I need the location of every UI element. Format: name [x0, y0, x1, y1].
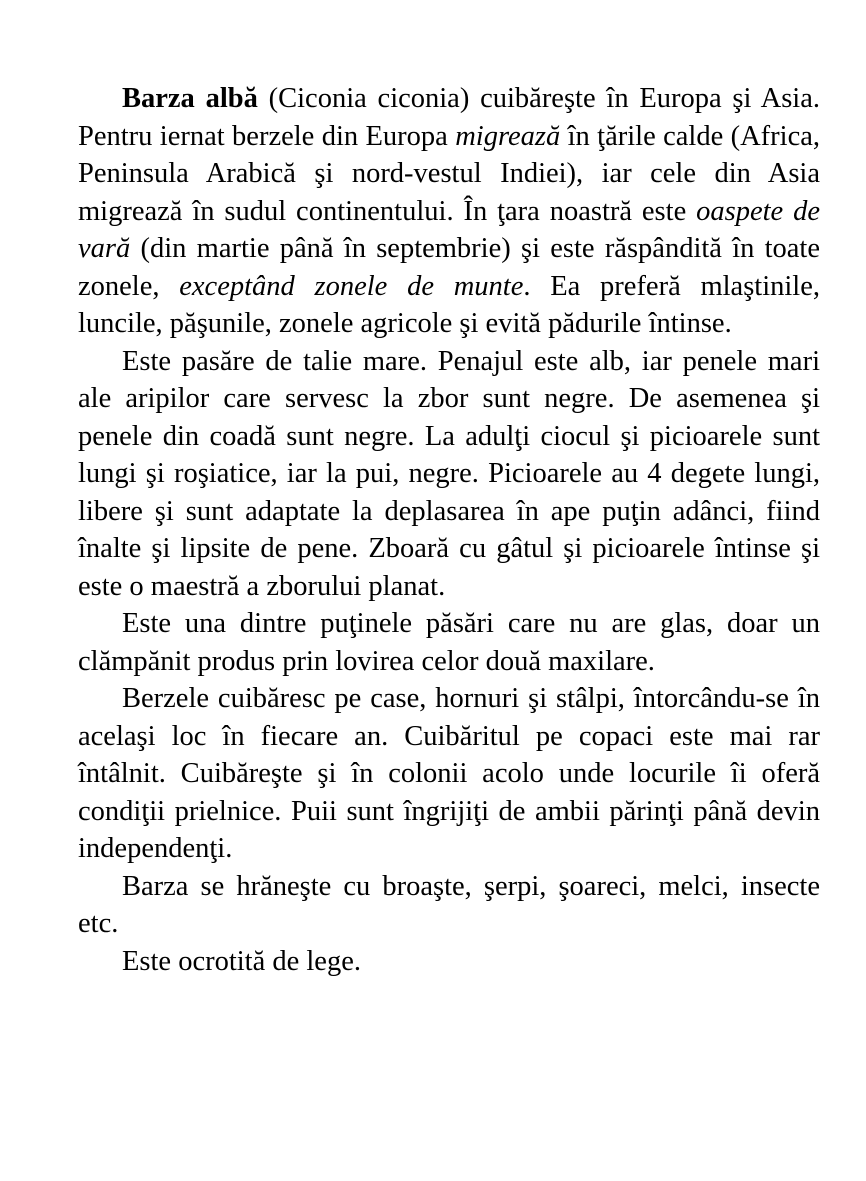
text-run: oaspete de vară: [78, 195, 820, 264]
paragraph: [78, 343, 820, 606]
text-run: Este pasăre de talie mare. Penajul este alb, iar penele mari ale aripilor care servesc la zbor sunt negre. De asemenea şi penele din coadă sunt negre. La adulţi ciocul şi picioarele sunt lungi şi roşiatice, iar la pui, negre. Picioarele au 4 degete lungi, libere şi sunt adaptate la deplasarea în ape puţin adânci, fiind înalte şi lipsite de pene. Zboară cu gâtul şi picioarele întinse şi este o maestră a zborului planat.: [78, 345, 820, 602]
text-run: Este ocrotită de lege.: [122, 945, 361, 977]
paragraph: [78, 868, 820, 943]
text-run: Barza se hrăneşte cu broaşte, şerpi, şoareci, melci, insecte etc.: [78, 870, 820, 939]
paragraph: [78, 80, 820, 343]
text-run: (Ciconia ciconia) cuibăreşte în Europa şi Asia. Pentru iernat berzele din Europa: [78, 83, 820, 152]
text-run: Barza albă: [122, 83, 258, 114]
paragraph: [78, 605, 820, 680]
text-run: . Ea preferă mlaştinile, luncile, păşunile, zonele agricole şi evită pădurile întinse.: [78, 270, 820, 339]
paragraph: [78, 680, 820, 868]
document-text: [78, 80, 820, 980]
text-run: în ţările calde (Africa, Peninsula Arabică şi nord-vestul Indiei), iar cele din Asia migrează în sudul continentului. În ţara noastră este: [78, 120, 821, 227]
text-run: exceptând zonele de munte: [179, 270, 524, 302]
text-run: Berzele cuibăresc pe case, hornuri şi stâlpi, întorcându-se în acelaşi loc în fiecare an. Cuibăritul pe copaci este mai rar întâlnit. Cuibăreşte şi în colonii acolo unde locurile îi oferă condiţii prielnice. Puii sunt îngrijiţi de ambii părinţi până devin independenţi.: [78, 683, 820, 864]
text-run: migrează: [455, 120, 561, 152]
paragraph: [78, 943, 820, 981]
text-run: (din martie până în septembrie) şi este răspândită în toate zonele,: [78, 233, 820, 302]
text-run: Este una dintre puţinele păsări care nu are glas, doar un clămpănit produs prin lovirea celor două maxilare.: [78, 608, 820, 677]
